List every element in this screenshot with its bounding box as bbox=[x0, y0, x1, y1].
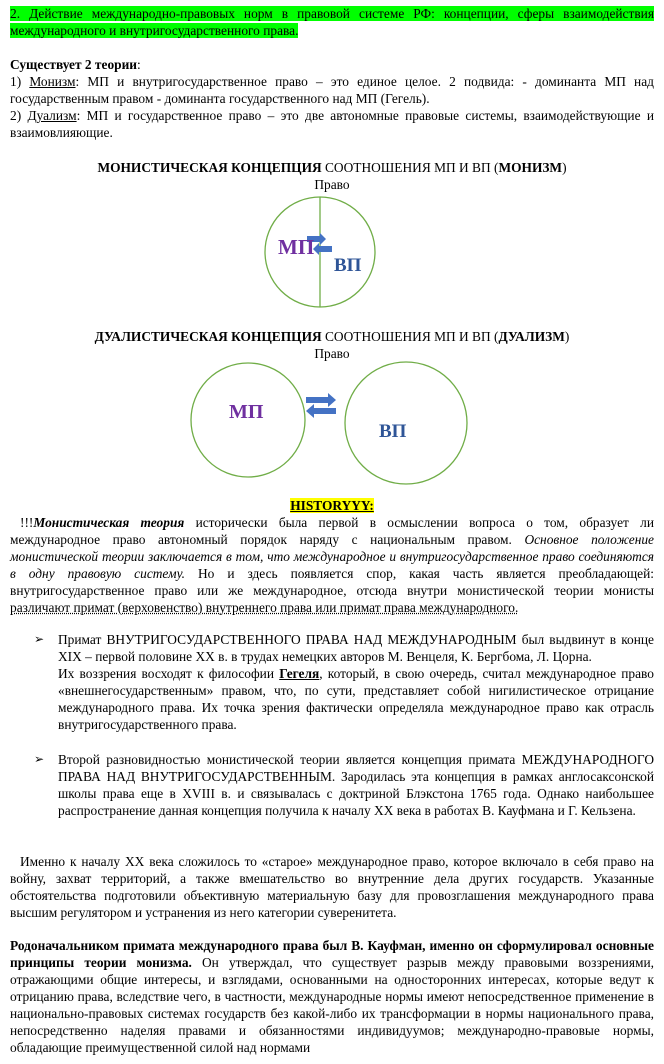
history-title: HISTORYYY: bbox=[290, 498, 374, 513]
dualism-diagram bbox=[188, 360, 478, 485]
monism-diagram-title: МОНИСТИЧЕСКАЯ КОНЦЕПЦИЯ СООТНОШЕНИЯ МП И ВП (МОНИЗМ) bbox=[97, 160, 567, 175]
bullet-arrow-icon: ➢ bbox=[34, 752, 45, 766]
dualism-definition: 2) Дуализм: МП и государственное право – это две автономные правовые системы, взаимодействующие и взаимовлияющие. bbox=[10, 108, 654, 140]
label-mp: МП bbox=[229, 401, 264, 423]
label-mp: МП bbox=[278, 235, 315, 259]
monism-diagram bbox=[250, 195, 390, 310]
bullet-item-2: ➢ Второй разновидностью монистической теории является концепция примата МЕЖДУНАРОДНОГО ПРАВА НАД ВНУТРИГОСУДАРСТВЕННЫМ. Зародилась эта концепция в рамках англосаксонской школы права еще в XVIII в. и связывалась с доктриной Блэкстона 1765 года. Однако наибольшее распространение данная концепция получила к началу XX века в работах В. Кауфмана и Г. Кельзена. bbox=[34, 752, 654, 818]
label-vp: ВП bbox=[379, 421, 407, 442]
history-paragraph-2: Именно к началу XX века сложилось то «старое» международное право, которое включало в себя право на войну, захват территорий, а также вмешательство во внутренние дела других государств. Указанные обстоятельства подготовили объективную материальную базу для провозглашения международного права высшим регулятором и устранения из него категории суверенитета. bbox=[10, 854, 654, 920]
bullet-item-1-continuation: Их воззрения восходят к философии Гегеля, который, в свою очередь, считал международное право «внешнегосударственным» правом, что, по сути, представляет собой нигилистическое отрицание международного права. Их точка зрения фактически определяла международное право как отрасль внутригосударственного права. bbox=[58, 666, 654, 732]
label-vp: ВП bbox=[334, 255, 362, 276]
section-heading: 2. Действие международно-правовых норм в правовой системе РФ: концепции, сферы взаимодействия международного и внутригосударственного права. bbox=[10, 6, 654, 38]
theories-intro: Существует 2 теории: bbox=[10, 57, 141, 72]
history-paragraph-1: !!!Монистическая теория исторически была первой в осмыслении вопроса о том, образует ли международное право автономный порядок наряду с национальным правом. Основное положение монистической теории заключается в том, что международное и внутригосударственное право соединяются в одну правовую систему. Но и здесь появляется спор, какая часть является преобладающей: внутригосударственное право или же международное, отсюда внутри монистической теории монисты различают примат (верховенство) внутреннего права или примат права международного. bbox=[10, 515, 654, 615]
monism-diagram-caption: Право bbox=[314, 177, 350, 192]
dualism-diagram-title: ДУАЛИСТИЧЕСКАЯ КОНЦЕПЦИЯ СООТНОШЕНИЯ МП И ВП (ДУАЛИЗМ) bbox=[94, 329, 570, 344]
dualism-diagram-caption: Право bbox=[314, 346, 350, 361]
monism-definition: 1) Монизм: МП и внутригосударственное право – это единое целое. 2 подвида: - доминанта МП над государственным правом - доминанта государственного над МП (Гегель). bbox=[10, 74, 654, 106]
history-paragraph-3: Родоначальником примата международного права был В. Кауфман, именно он сформулировал основные принципы теории монизма. Он утверждал, что существует разрыв между правовыми воззрениями, отражающими общие интересы, и взглядами, основанными на односторонних интересах, которые ведут к отрицанию права, вследствие чего, в частности, международные нормы имеют непосредственное применение в национально-правовых системах государств без какой-либо их трансформации в нормы национального права, непосредственно наделяя правами и обязанностями индивидуумов; международно-правовые нормы, обладающие преимущественной силой над нормами bbox=[10, 938, 654, 1055]
bullet-item-1: ➢ Примат ВНУТРИГОСУДАРСТВЕННОГО ПРАВА НАД МЕЖДУНАРОДНЫМ был выдвинут в конце XIX – первой половине XX в. в трудах немецких авторов М. Венцеля, К. Бергбома, Л. Цорна. Их воззрения восходят к философии Гегеля, который, в свою очередь, считал международное право «внешнегосударственным» правом, что, по сути, представляет собой нигилистическое отрицание международного права. Их точка зрения фактически определяла международное право как отрасль внутригосударственного права. bbox=[34, 632, 654, 732]
double-arrow-icon bbox=[306, 393, 336, 418]
bullet-arrow-icon: ➢ bbox=[34, 632, 45, 646]
